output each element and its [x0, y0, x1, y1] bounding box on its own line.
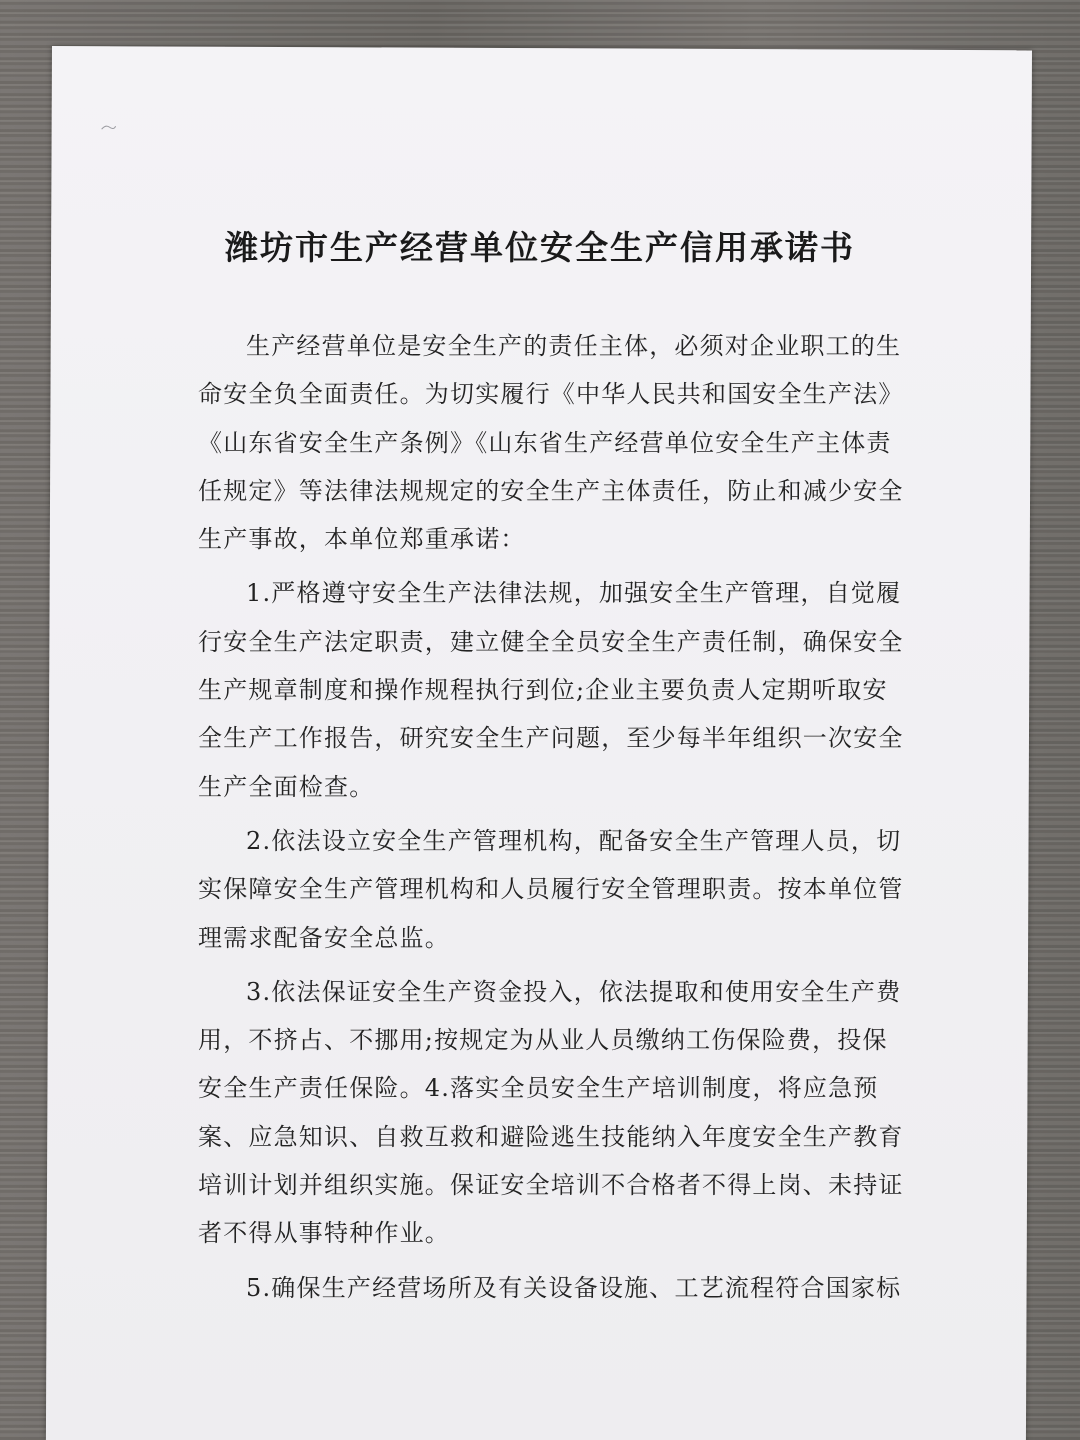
- commitment-5-paragraph: 5.确保生产经营场所及有关设备设施、工艺流程符合国家标: [246, 1273, 902, 1302]
- commitment-3-paragraph: 3.依法保证安全生产资金投入，依法提取和使用安全生产费用，不挤占、不挪用;按规定为从业人员缴纳工伤保险费，投保安全生产责任保险。4.落实全员安全生产培训制度，将应急预案、应急知识、自救互救和避险逃生技能纳入年度安全生产教育培训计划并组织实施。保证安全培训不合格者不得上岗、未持证者不得从事特种作业。: [198, 977, 904, 1248]
- document-body: [198, 322, 910, 1318]
- commitment-2-paragraph: 2.依法设立安全生产管理机构，配备安全生产管理人员，切实保障安全生产管理机构和人员履行安全管理职责。按本单位管理需求配备安全总监。: [198, 826, 904, 952]
- document-title: 潍坊市生产经营单位安全生产信用承诺书: [225, 228, 855, 267]
- intro-paragraph: 生产经营单位是安全生产的责任主体，必须对企业职工的生命安全负全面责任。为切实履行《中华人民共和国安全生产法》《山东省安全生产条例》《山东省生产经营单位安全生产主体责任规定》等法律法规规定的安全生产主体责任，防止和减少安全生产事故，本单位郑重承诺：: [198, 332, 904, 554]
- commitment-1-paragraph: 1.严格遵守安全生产法律法规，加强安全生产管理，自觉履行安全生产法定职责，建立健全全员安全生产责任制，确保安全生产规章制度和操作规程执行到位;企业主要负责人定期听取安全生产工作报告，研究安全生产问题，至少每半年组织一次安全生产全面检查。: [198, 579, 904, 801]
- pen-mark-icon: [100, 122, 118, 132]
